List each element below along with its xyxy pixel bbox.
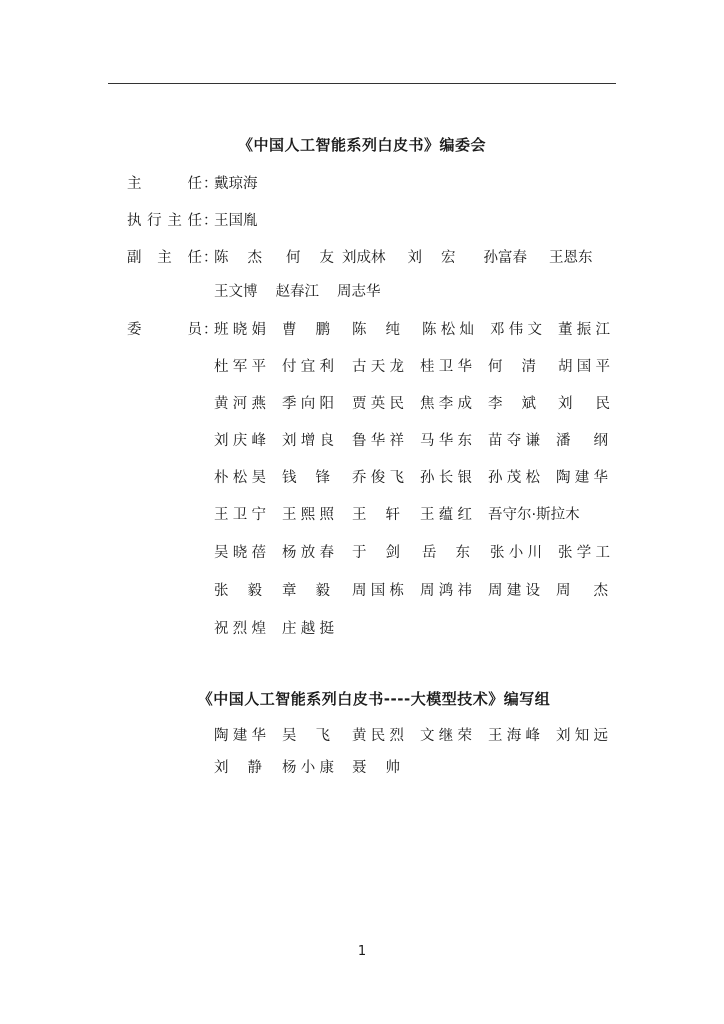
name: 陈松灿 [422,322,474,338]
colon: ： [203,213,218,229]
members-row-3 [0,393,724,415]
name: 吴晓蓓 [214,545,266,561]
name: 赵春江 [275,284,319,300]
name: 聂帅 [352,760,400,776]
name: 周杰 [556,583,608,599]
name: 董振江 [558,322,610,338]
name: 孙长银 [420,470,472,486]
name: 孙茂松 [488,470,540,486]
name: 黄河燕 [214,396,266,412]
deputy-directors-label: 副主任 [127,250,202,266]
name: 贾英民 [352,396,404,412]
executive-director-row [0,210,724,232]
name: 朴松昊 [214,470,266,486]
name: 杨放春 [282,545,334,561]
colon: ： [203,250,218,266]
name: 岳东 [422,545,470,561]
name: 周国栋 [352,583,404,599]
name: 王恩东 [549,250,593,266]
executive-director-name: 王国胤 [214,213,258,229]
name: 潘纲 [556,433,608,449]
members-row-4 [0,430,724,452]
name: 庄越挺 [282,621,334,637]
name: 文继荣 [420,728,472,744]
name: 陶建华 [556,470,608,486]
members-label: 委员 [127,322,202,338]
name: 曹鹏 [282,322,330,338]
name: 何友 [286,250,334,266]
name: 古天龙 [352,359,404,375]
name: 张学工 [558,545,610,561]
name: 班晓娟 [214,322,266,338]
name: 刘民 [558,396,610,412]
committee-title: 《中国人工智能系列白皮书》编委会 [237,136,486,154]
name: 于剑 [352,545,400,561]
name: 张毅 [214,583,262,599]
name: 王蕴红 [420,507,472,523]
name: 杜军平 [214,359,266,375]
name: 乔俊飞 [352,470,404,486]
name: 王熙照 [282,507,334,523]
name: 刘知远 [556,728,608,744]
page-number: 1 [357,944,367,959]
director-row [0,173,724,195]
name: 王海峰 [488,728,540,744]
name: 王文博 [214,284,258,300]
header-rule [108,83,616,84]
name: 陶建华 [214,728,266,744]
writing-group-row-1 [0,725,724,747]
name: 章毅 [282,583,330,599]
name: 吴飞 [282,728,330,744]
name: 付宜利 [282,359,334,375]
name: 胡国平 [558,359,610,375]
name: 王轩 [352,507,400,523]
name: 黄民烈 [352,728,404,744]
members-row-6 [0,504,724,526]
executive-director-label: 执行主任 [127,213,202,229]
name: 何清 [488,359,536,375]
writing-group-title: 《中国人工智能系列白皮书----大模型技术》编写组 [197,690,551,708]
members-row-7 [0,542,724,564]
name: 孙富春 [483,250,527,266]
name: 季向阳 [282,396,334,412]
colon: ： [203,322,218,338]
members-row-9 [0,618,724,640]
name: 陈杰 [214,250,262,266]
director-label: 主任 [127,176,202,192]
name: 鲁华祥 [352,433,404,449]
name: 杨小康 [282,760,334,776]
writing-group-row-2 [0,757,724,779]
name: 钱锋 [282,470,330,486]
members-row-5 [0,467,724,489]
name: 张小川 [490,545,542,561]
name: 周建设 [488,583,540,599]
name: 桂卫华 [420,359,472,375]
deputy-directors-row-2 [0,281,724,303]
name: 刘静 [214,760,262,776]
name: 邓伟文 [490,322,542,338]
name: 李斌 [488,396,536,412]
members-row-8 [0,580,724,602]
deputy-directors-row [0,247,724,269]
name: 刘增良 [282,433,334,449]
name: 焦李成 [420,396,472,412]
name: 陈纯 [352,322,400,338]
name: 周鸿祎 [420,583,472,599]
name: 马华东 [420,433,472,449]
name: 周志华 [337,284,381,300]
members-row-2 [0,356,724,378]
name: 刘成林 [342,250,386,266]
name: 王卫宁 [214,507,266,523]
members-row-1 [0,319,724,341]
name: 吾守尔·斯拉木 [488,507,580,523]
name: 刘宏 [407,250,456,266]
colon: ： [203,176,218,192]
director-name: 戴琼海 [214,176,258,192]
name: 祝烈煌 [214,621,266,637]
name: 苗夺谦 [488,433,540,449]
name: 刘庆峰 [214,433,266,449]
